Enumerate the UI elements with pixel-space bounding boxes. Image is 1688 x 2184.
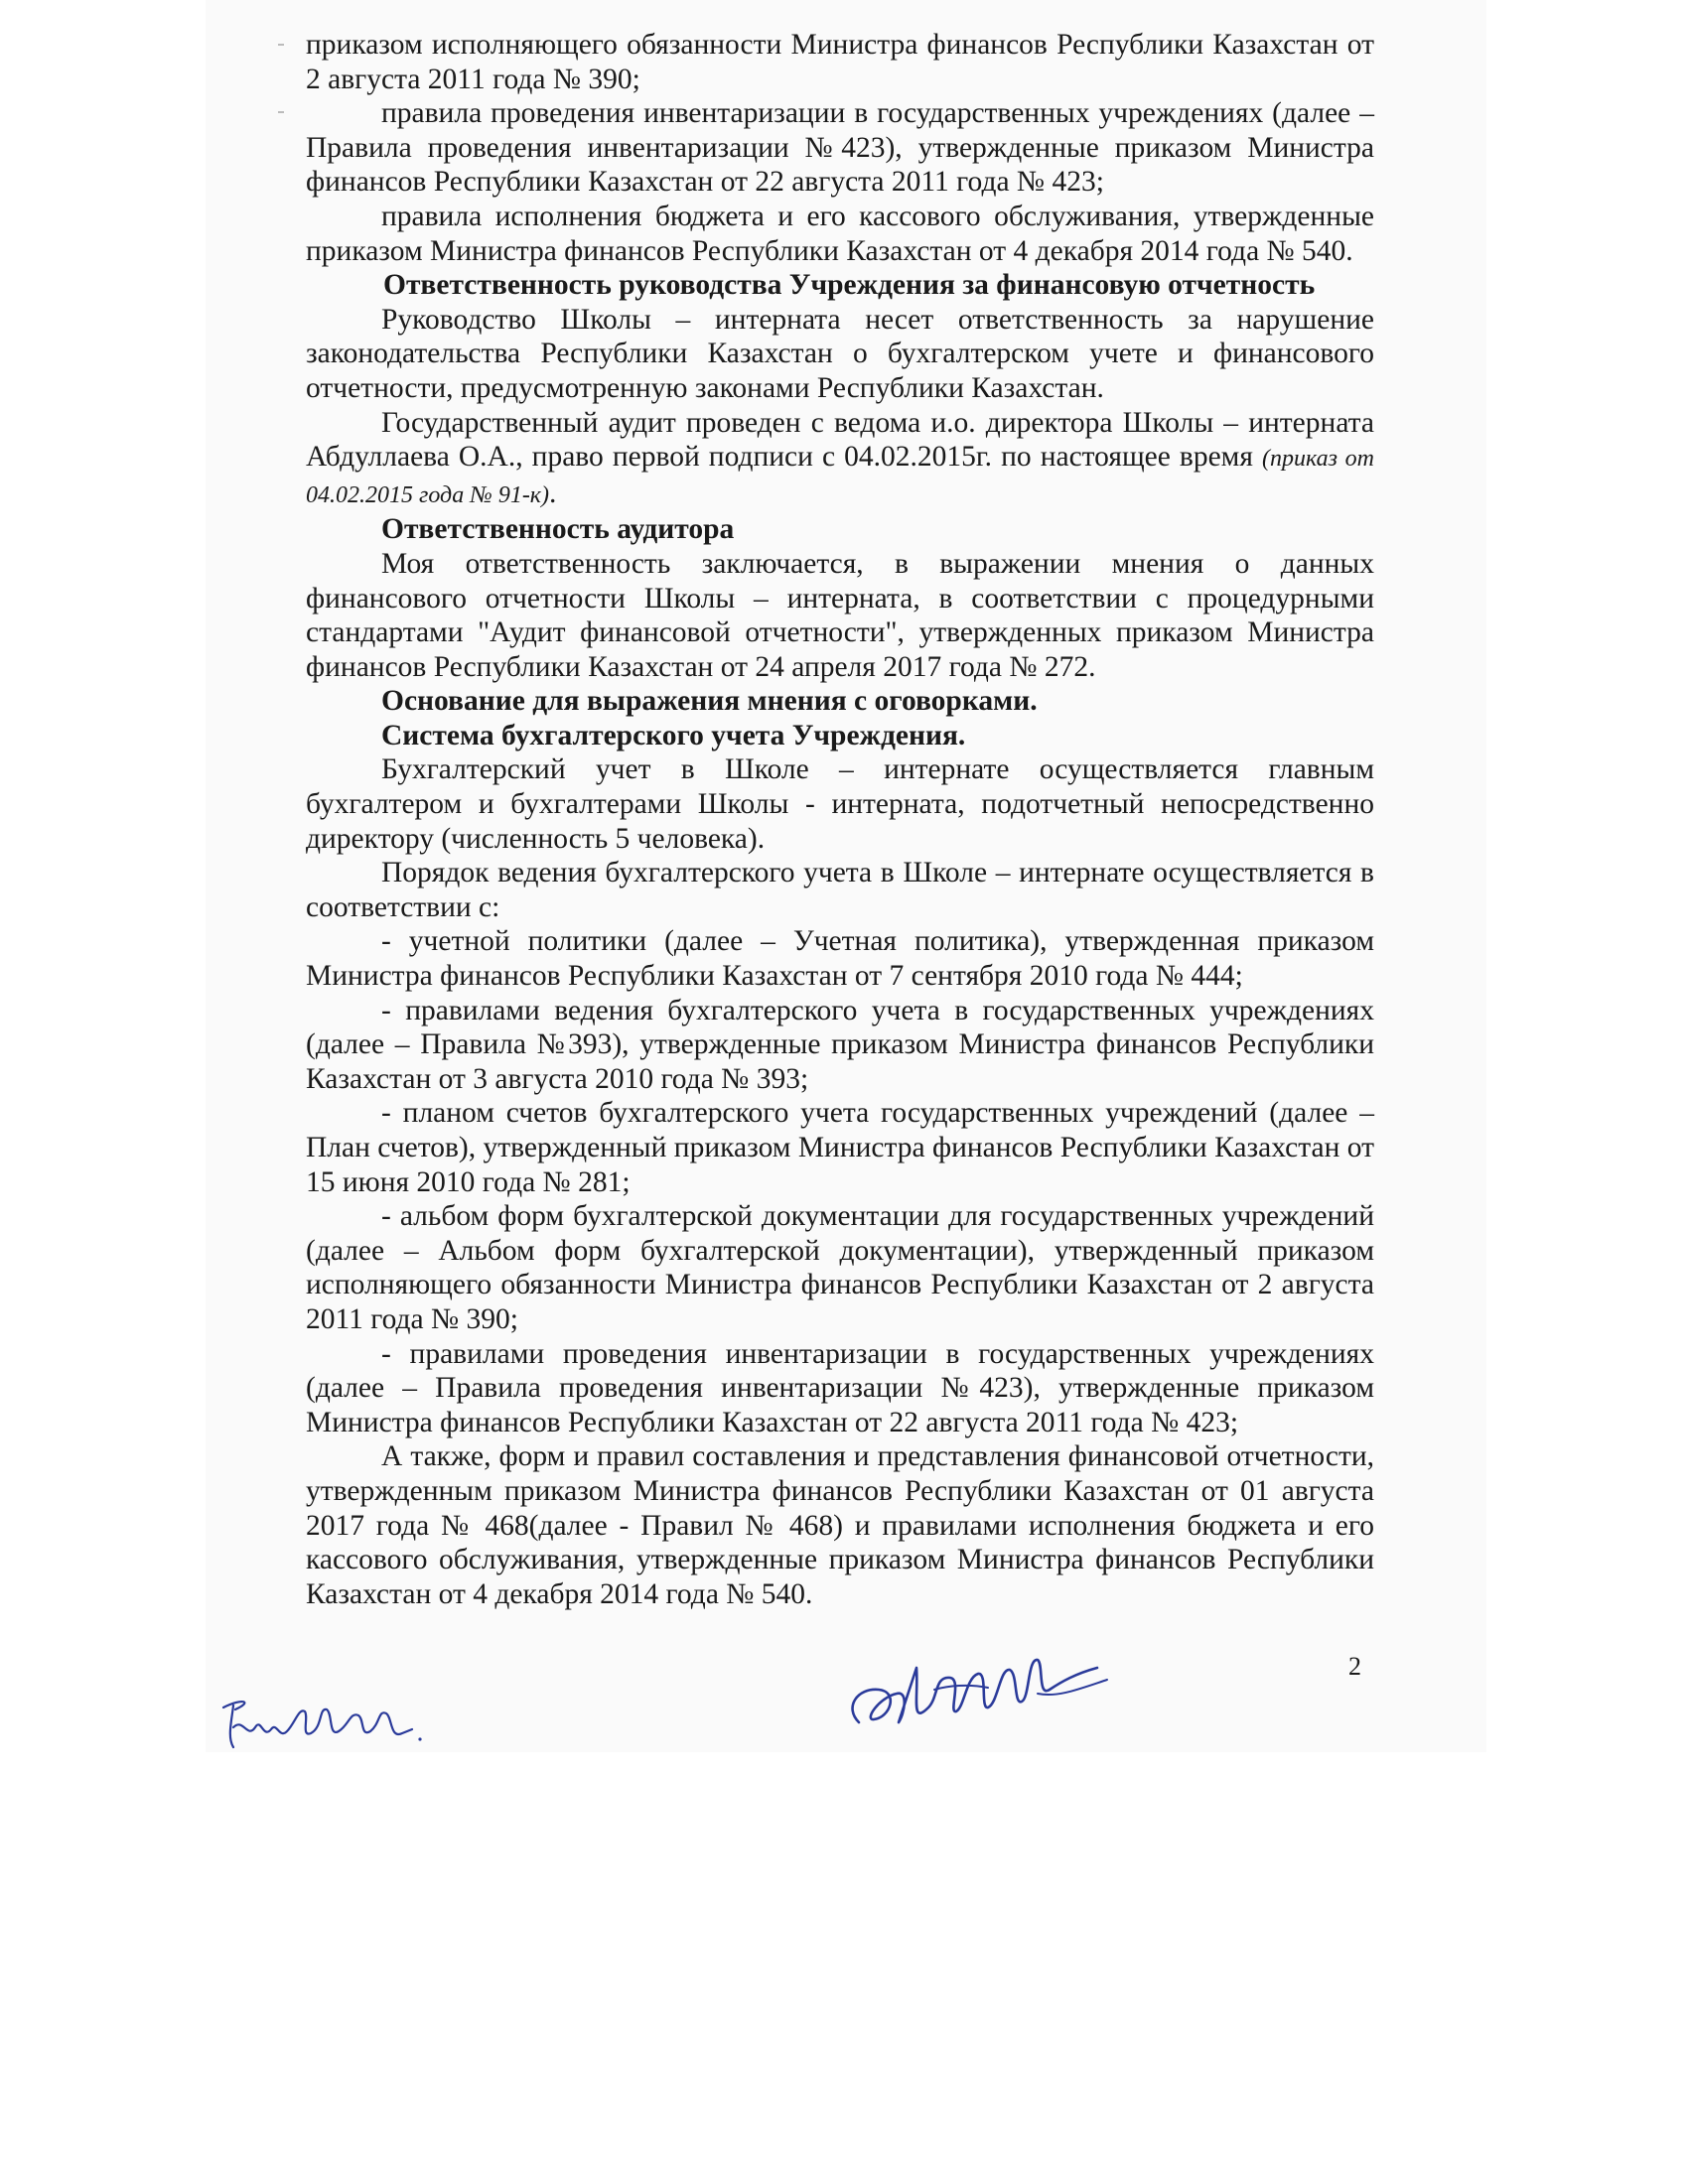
list-item: - планом счетов бухгалтерского учета государственных учреждений (далее – План счетов), утвержденный приказом Министра финансов Республики Казахстан от 15 июня 2010 года № 281; [306,1097,1374,1198]
auditor-signature [839,1628,1117,1747]
section-heading: Ответственность руководства Учреждения за финансовую отчетность [383,269,1316,302]
paragraph: Руководство Школы – интерната несет ответственность за нарушение законодательства Республики Казахстан о бухгалтерском учете и финансового отчетности, предусмотренную законами Республики Казахстан. [306,303,1374,404]
secondary-signature [213,1688,432,1757]
paragraph: Бухгалтерский учет в Школе – интернате осуществляется главным бухгалтером и бухгалтерами Школы - интерната, подотчетный непосредственно директору (численность 5 человека). [306,753,1374,855]
list-item: - учетной политики (далее – Учетная политика), утвержденная приказом Министра финансов Республики Казахстан от 7 сентября 2010 года № 444; [306,925,1374,993]
order-reference: (приказ от 04.02.2015 года № 91-к) [306,446,1374,508]
list-item: - альбом форм бухгалтерской документации для государственных учреждений (далее – Альбом форм бухгалтерской документации), утвержденный приказом исполняющего обязанности Министра финансов Республики Казахстан от 2 августа 2011 года № 390; [306,1200,1374,1335]
section-heading: Система бухгалтерского учета Учреждения. [381,719,966,751]
paragraph-text: Государственный аудит проведен с ведома и.о. директора Школы – интерната Абдуллаева О.А., право первой подписи с 04.02.2015г. по настоящее время [306,406,1374,474]
paragraph: правила проведения инвентаризации в государственных учреждениях (далее – Правила проведения инвентаризации №423), утвержденные приказом Министра финансов Республики Казахстан от 22 августа 2011 года № 423; [306,97,1374,199]
paragraph: Порядок ведения бухгалтерского учета в Школе – интернате осуществляется в соответствии с: [306,857,1374,923]
page-number: 2 [1348,1652,1361,1681]
paragraph-end: . [549,477,557,509]
paragraph: приказом исполняющего обязанности Министра финансов Республики Казахстан от 2 августа 2011 года № 390; [306,29,1374,95]
section-heading: Основание для выражения мнения с оговорками. [381,685,1038,718]
paragraph [306,406,1374,513]
paragraph: Моя ответственность заключается, в выражении мнения о данных финансового отчетности Школы – интерната, в соответствии с процедурными стандартами "Аудит финансовой отчетности", утвержденных приказом Министра финансов Республики Казахстан от 24 апреля 2017 года № 272. [306,547,1374,683]
paragraph: правила исполнения бюджета и его кассового обслуживания, утвержденные приказом Министра финансов Республики Казахстан от 4 декабря 2014 года № 540. [306,200,1374,267]
list-item: - правилами ведения бухгалтерского учета в государственных учреждениях (далее – Правила №393), утвержденные приказом Министра финансов Республики Казахстан от 3 августа 2010 года № 393; [306,994,1374,1095]
section-heading: Ответственность аудитора [381,513,735,546]
scan-speck [278,44,284,46]
list-item: - правилами проведения инвентаризации в государственных учреждениях (далее – Правила проведения инвентаризации №423), утвержденные приказом Министра финансов Республики Казахстан от 22 августа 2011 года № 423; [306,1337,1374,1438]
scan-speck [278,111,284,113]
document-body [306,28,1374,1611]
paragraph: А также, форм и правил составления и представления финансовой отчетности, утвержденным приказом Министра финансов Республики Казахстан от 01 августа 2017 года № 468(далее - Правил № 468) и правилами исполнения бюджета и его кассового обслуживания, утвержденные приказом Министра финансов Республики Казахстан от 4 декабря 2014 года № 540. [306,1440,1374,1610]
